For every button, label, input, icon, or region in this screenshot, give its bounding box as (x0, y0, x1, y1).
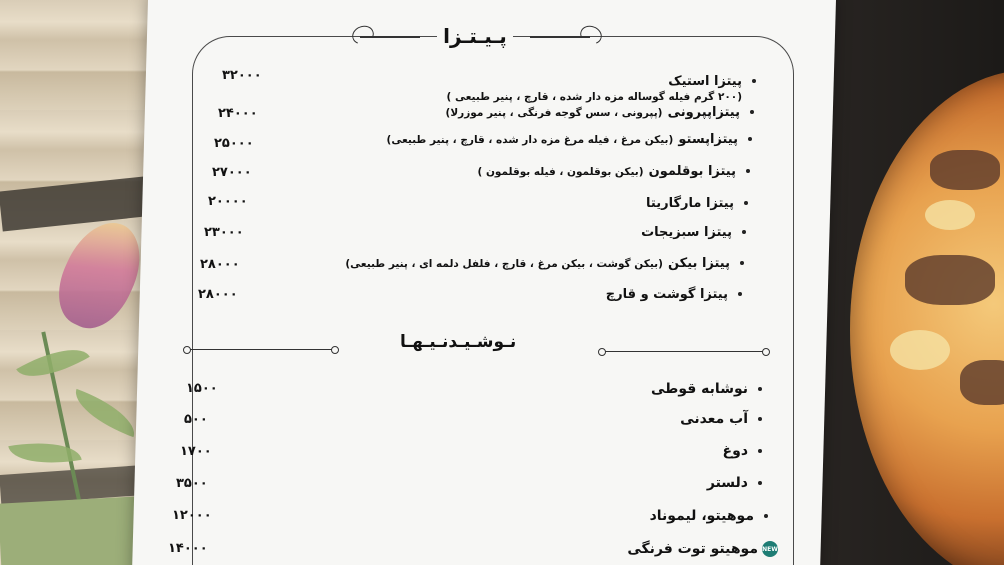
item-desc: (بیکن مرغ ، فیله مرغ مزه دار شده ، قارچ ، پنیر طبیعی) (386, 134, 674, 146)
drink-item-0 (651, 378, 748, 397)
bullet-icon (758, 417, 762, 421)
menu-item-1 (446, 101, 740, 120)
item-price: ۱۵۰۰ (186, 381, 218, 396)
item-price: ۵۰۰ (184, 412, 208, 427)
drink-item-1 (680, 408, 748, 427)
bullet-icon (750, 110, 754, 114)
drink-item-2 (723, 440, 748, 459)
item-name: پیتزاپستو (678, 132, 738, 147)
pizza-topping (960, 360, 1004, 405)
pizza-topping (905, 255, 995, 305)
bullet-icon (748, 137, 752, 141)
bullet-icon (742, 230, 746, 234)
divider-knob (183, 346, 191, 354)
bullet-icon (740, 261, 744, 265)
menu-item-0 (447, 70, 742, 103)
item-desc: (بیکن بوقلمون ، فیله بوقلمون ) (477, 166, 644, 178)
item-price: ۲۷۰۰۰ (212, 165, 252, 180)
item-name: پیتزا بوقلمون (648, 164, 736, 179)
item-price: ۲۳۰۰۰ (204, 225, 244, 240)
item-price: ۲۰۰۰۰ (208, 194, 248, 209)
item-price: ۲۴۰۰۰ (218, 106, 258, 121)
divider-right (602, 351, 766, 352)
bullet-icon (758, 481, 762, 485)
green-cloth (0, 496, 142, 565)
item-name: پیتزا گوشت و قارچ (605, 287, 728, 302)
item-name: پیتزاپپرونی (667, 105, 740, 120)
bullet-icon (758, 449, 762, 453)
item-name: موهیتو توت فرنگی (627, 541, 758, 557)
drink-item-3 (707, 472, 748, 491)
item-name: آب معدنی (680, 411, 748, 427)
item-price: ۲۸۰۰۰ (200, 257, 240, 272)
item-name: دوغ (722, 443, 748, 459)
item-name: پیتزا استیک (668, 74, 742, 89)
item-name: دلستر (706, 475, 748, 491)
bullet-icon (738, 292, 742, 296)
divider-knob (762, 348, 770, 356)
drink-item-4 (650, 505, 754, 524)
menu-item-4 (646, 192, 734, 211)
item-price: ۱۲۰۰۰ (172, 508, 212, 523)
pizza-title-text: پـيـتـزا (437, 24, 513, 48)
menu-item-6 (345, 252, 730, 271)
drinks-section-title: نـوشـیـدنـیـهـا (400, 332, 517, 352)
item-price: ۱۷۰۰ (180, 444, 212, 459)
menu-item-7 (606, 283, 728, 302)
drink-item-5 (627, 538, 758, 557)
item-price: ۲۵۰۰۰ (214, 136, 254, 151)
item-price: ۲۸۰۰۰ (198, 287, 238, 302)
bullet-icon (764, 514, 768, 518)
item-desc: (۲۰۰ گرم فیله گوساله مزه دار شده ، قارچ ، پنیر طبیعی ) (446, 91, 742, 103)
menu-item-2 (387, 128, 738, 147)
menu-item-3 (478, 160, 737, 179)
new-badge: NEW (762, 541, 778, 557)
pizza-topping (930, 150, 1000, 190)
item-desc: (پپرونی ، سس گوجه فرنگی ، پنیر موزرلا) (445, 107, 663, 119)
item-price: ۱۴۰۰۰ (168, 541, 208, 556)
divider-knob (331, 346, 339, 354)
divider-left (187, 349, 335, 350)
menu-item-5 (641, 221, 732, 240)
bullet-icon (746, 169, 750, 173)
item-name: پیتزا سبزیجات (641, 225, 732, 240)
divider-knob (598, 348, 606, 356)
bullet-icon (744, 201, 748, 205)
item-name: موهیتو، لیموناد (649, 508, 754, 524)
item-price: ۳۲۰۰۰ (222, 68, 262, 83)
bullet-icon (752, 79, 756, 83)
item-name: پیتزا بیکن (667, 256, 730, 271)
pizza-section-title (350, 22, 600, 50)
bullet-icon (758, 387, 762, 391)
item-desc: (بیکن گوشت ، بیکن مرغ ، قارچ ، فلفل دلمه ای ، پنیر طبیعی) (345, 258, 663, 270)
pizza-cheese (925, 200, 975, 230)
item-price: ۳۵۰۰ (176, 476, 208, 491)
item-name: نوشابه قوطی (651, 381, 748, 397)
item-name: پیتزا مارگاریتا (646, 196, 734, 211)
pizza-cheese (890, 330, 950, 370)
